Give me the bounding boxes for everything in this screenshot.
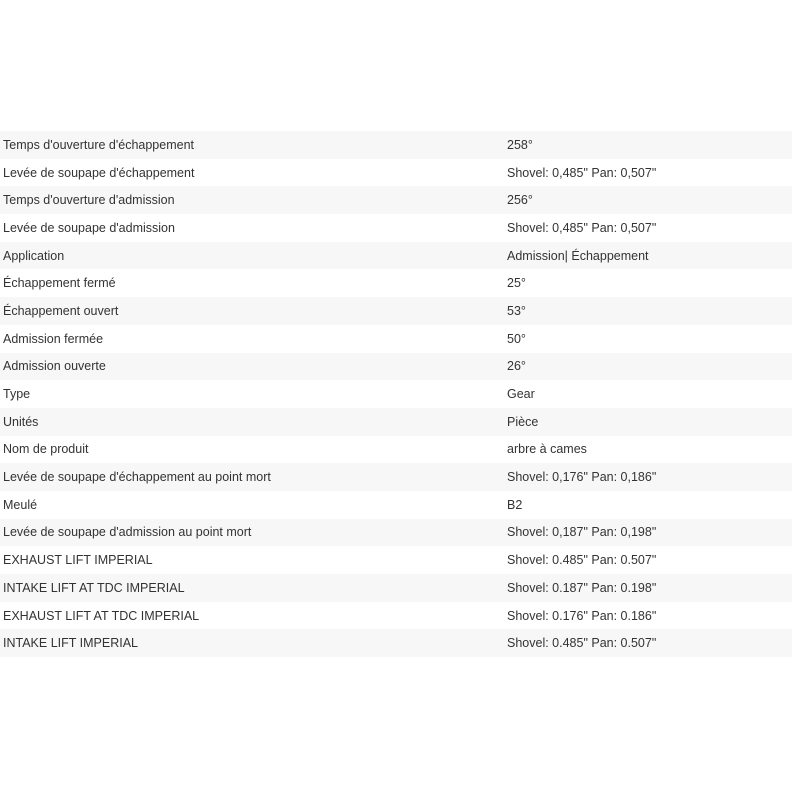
spec-value: 256° — [507, 193, 533, 208]
spec-row — [0, 546, 792, 574]
spec-value: Gear — [507, 387, 535, 402]
spec-row — [0, 325, 792, 353]
spec-label: Application — [3, 248, 65, 263]
spec-label: Levée de soupape d'échappement — [3, 165, 195, 180]
spec-row — [0, 353, 792, 381]
spec-value: Shovel: 0.485" Pan: 0.507" — [507, 553, 657, 568]
spec-table — [0, 131, 792, 657]
spec-label: EXHAUST LIFT AT TDC IMPERIAL — [3, 608, 200, 623]
spec-row — [0, 269, 792, 297]
spec-label: INTAKE LIFT IMPERIAL — [3, 636, 138, 651]
spec-row — [0, 602, 792, 630]
spec-label: Temps d'ouverture d'admission — [3, 193, 175, 208]
spec-value: 25° — [507, 276, 526, 291]
spec-value: Shovel: 0,187" Pan: 0,198" — [507, 525, 657, 540]
spec-row — [0, 629, 792, 657]
spec-label: Levée de soupape d'admission — [3, 220, 175, 235]
spec-label: Levée de soupape d'admission au point mort — [3, 525, 252, 540]
spec-row — [0, 131, 792, 159]
spec-row — [0, 159, 792, 187]
spec-value: 53° — [507, 303, 526, 318]
spec-row — [0, 408, 792, 436]
spec-value: Admission| Échappement — [507, 248, 649, 263]
spec-row — [0, 463, 792, 491]
spec-value: B2 — [507, 497, 523, 512]
spec-label: Échappement ouvert — [3, 303, 119, 318]
spec-value: 258° — [507, 137, 533, 152]
spec-row — [0, 380, 792, 408]
spec-row — [0, 186, 792, 214]
spec-row — [0, 242, 792, 270]
spec-label: Unités — [3, 414, 39, 429]
spec-value: Pièce — [507, 414, 539, 429]
spec-label: Temps d'ouverture d'échappement — [3, 137, 194, 152]
spec-label: Admission ouverte — [3, 359, 106, 374]
spec-label: Meulé — [3, 497, 38, 512]
spec-row — [0, 214, 792, 242]
spec-label: Levée de soupape d'échappement au point mort — [3, 470, 271, 485]
spec-value: Shovel: 0,485" Pan: 0,507" — [507, 220, 657, 235]
spec-row — [0, 519, 792, 547]
spec-value: Shovel: 0.485" Pan: 0.507" — [507, 636, 657, 651]
spec-label: Nom de produit — [3, 442, 89, 457]
spec-value: arbre à cames — [507, 442, 587, 457]
spec-label: Type — [3, 387, 31, 402]
spec-value: 26° — [507, 359, 526, 374]
spec-value: Shovel: 0.176" Pan: 0.186" — [507, 608, 657, 623]
spec-value: Shovel: 0.187" Pan: 0.198" — [507, 580, 657, 595]
spec-label: Admission fermée — [3, 331, 104, 346]
spec-value: 50° — [507, 331, 526, 346]
spec-label: Échappement fermé — [3, 276, 116, 291]
spec-label: EXHAUST LIFT IMPERIAL — [3, 553, 153, 568]
spec-value: Shovel: 0,485" Pan: 0,507" — [507, 165, 657, 180]
spec-row — [0, 436, 792, 464]
spec-label: INTAKE LIFT AT TDC IMPERIAL — [3, 580, 185, 595]
spec-row — [0, 574, 792, 602]
spec-value: Shovel: 0,176" Pan: 0,186" — [507, 470, 657, 485]
spec-row — [0, 491, 792, 519]
spec-row — [0, 297, 792, 325]
